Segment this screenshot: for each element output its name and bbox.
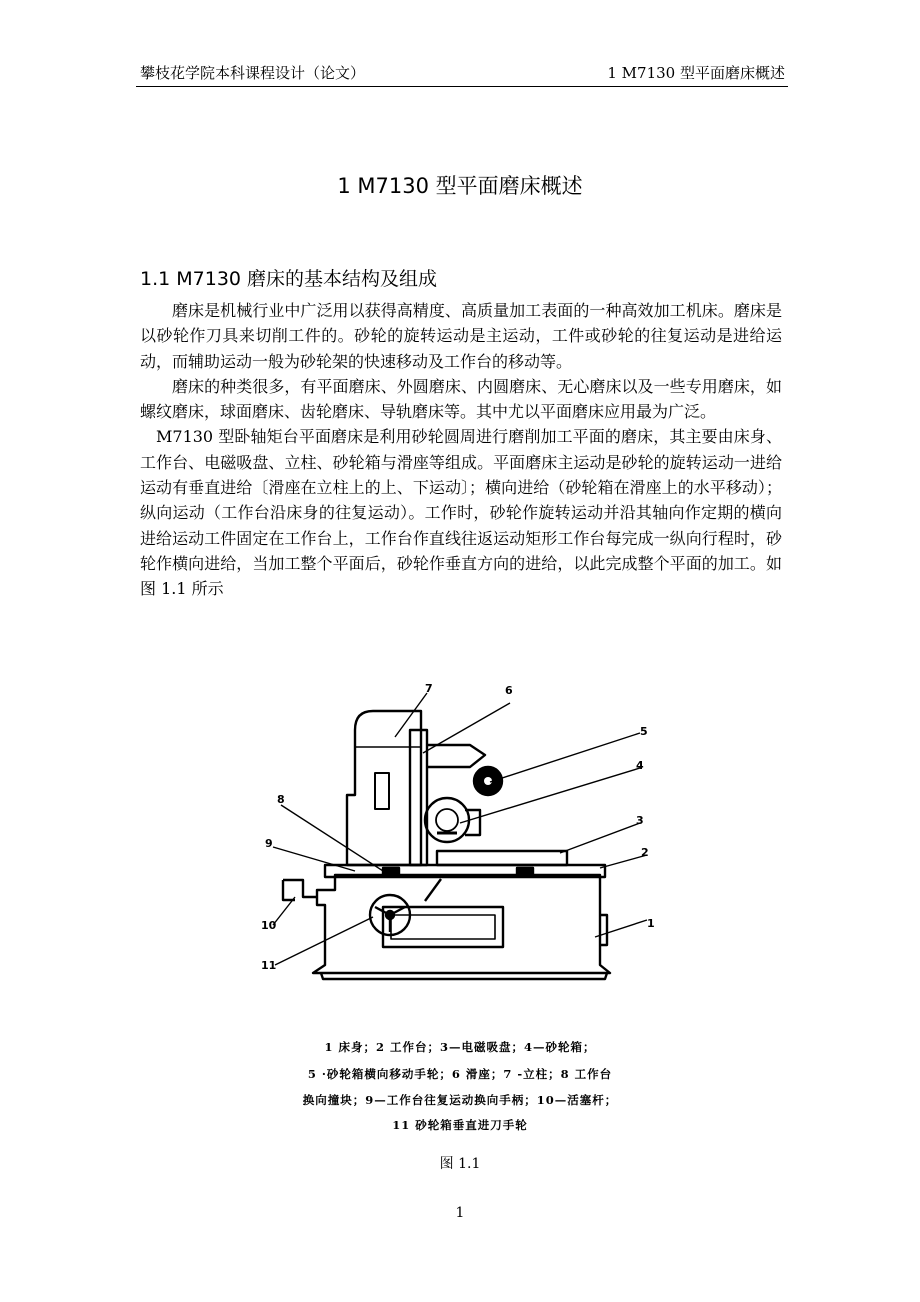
paragraph-3: M7130 型卧轴矩台平面磨床是利用砂轮圆周进行磨削加工平面的磨床，其主要由床身、工作台、电磁吸盘、立柱、砂轮箱与滑座等组成。平面磨床主运动是砂轮的旋转运动一进给运动有垂直进给〔滑座在立柱上的上、下运动〕；横向进给（砂轮箱在滑座上的水平移动）；纵向运动（工作台沿床身的往复运动）。工作时，砂轮作旋转运动并沿其轴向作定期的横向进给运动工件固定在工作台上，工作台作直线往返运动矩形工作台每完成一纵向行程时，砂轮作横向进给，当加工整个平面后，砂轮作垂直方向的进给，以此完成整个平面的加工。如图 1.1 所示 <box>140 427 782 599</box>
page-number: 1 <box>455 1205 465 1221</box>
header-right: 1 M7130 型平面磨床概述 <box>607 64 785 82</box>
bed <box>313 875 610 979</box>
chuck <box>437 851 567 865</box>
reverse-lever <box>425 879 441 901</box>
paragraph-1: 磨床是机械行业中广泛用以获得高精度、高质量加工表面的一种高效加工机床。磨床是以砂轮作刀具来切削工件的。砂轮的旋转运动是主运动，工件或砂轮的往复运动是进给运动，而辅助运动一般为砂轮架的快速移动及工作台的移动等。 <box>140 301 782 371</box>
chapter-title: 1 M7130 型平面磨床概述 <box>337 174 583 198</box>
body-text <box>140 298 782 602</box>
part-label-3: 3 <box>636 814 644 827</box>
part-label-5: 5 <box>640 725 648 738</box>
piston-rod <box>283 880 317 900</box>
part-label-9: 9 <box>265 837 273 850</box>
paragraph-2: 磨床的种类很多，有平面磨床、外圆磨床、内圆磨床、无心磨床以及一些专用磨床，如螺纹磨床，球面磨床、齿轮磨床、导轨磨床等。其中尤以平面磨床应用最为广泛。 <box>140 376 782 422</box>
cross-handwheel <box>474 767 502 795</box>
part-label-8: 8 <box>277 793 285 806</box>
figure-label: 图 1.1 <box>439 1156 481 1172</box>
header-left: 攀枝花学院本科课程设计（论文） <box>140 64 366 82</box>
part-label-1: 1 <box>647 917 655 930</box>
part-label-6: 6 <box>505 684 513 697</box>
section-title: 1.1 M7130 磨床的基本结构及组成 <box>140 268 438 290</box>
grinder-diagram <box>255 675 655 1015</box>
header-rule <box>136 86 788 87</box>
part-label-7: 7 <box>425 682 433 695</box>
caption-line-1: 1 床身；2 工作台；3—电磁吸盘；4—砂轮箱； <box>324 1040 596 1054</box>
part-label-11: 11 <box>261 959 277 972</box>
part-label-4: 4 <box>636 759 644 772</box>
caption-line-3: 换向撞块；9—工作台往复运动换向手柄；10—活塞杆； <box>302 1093 618 1107</box>
part-label-2: 2 <box>641 846 649 859</box>
leader-lines <box>273 693 647 965</box>
caption-line-2: 5 ·砂轮箱横向移动手轮；6 滑座；7 -立柱；8 工作台 <box>307 1067 613 1081</box>
caption-line-4: 11 砂轮箱垂直进刀手轮 <box>392 1118 528 1132</box>
part-label-10: 10 <box>261 919 277 932</box>
